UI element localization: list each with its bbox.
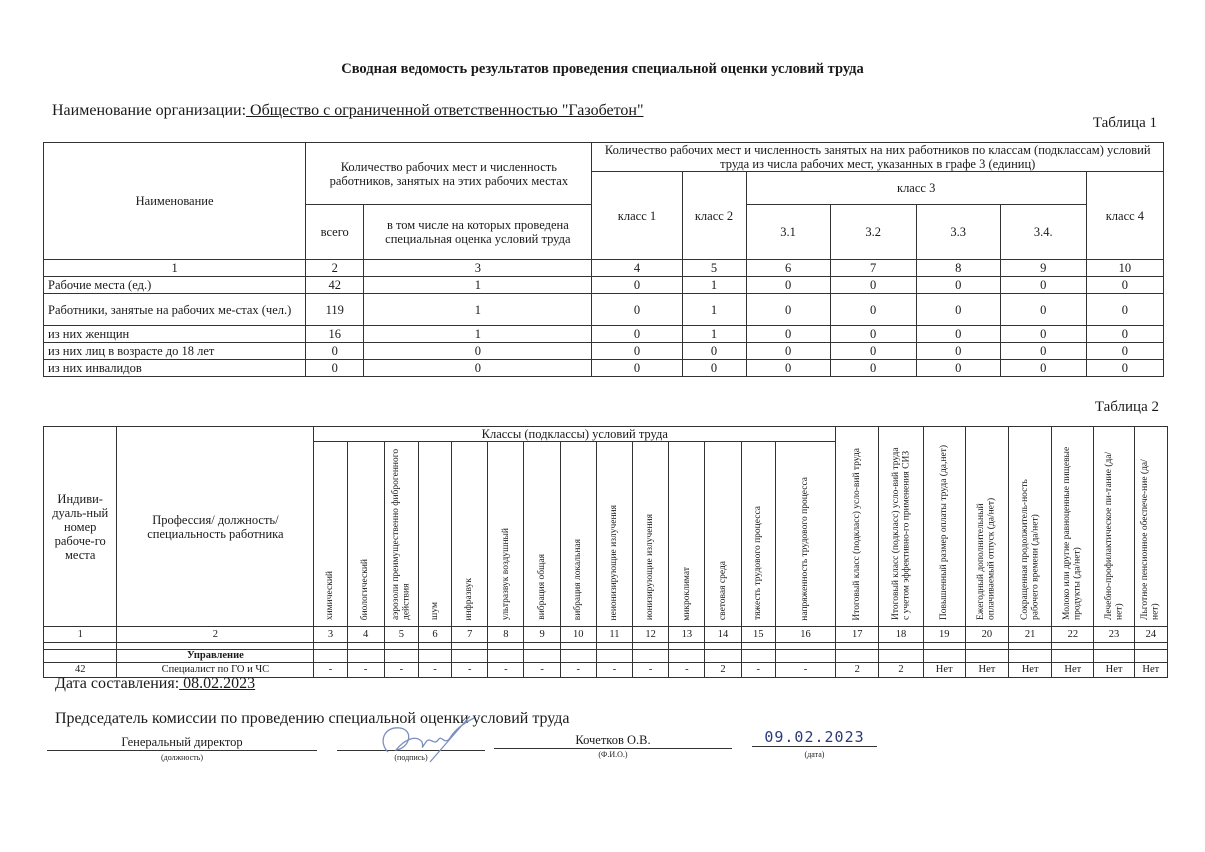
- cell: -: [347, 662, 384, 677]
- cell: -: [314, 662, 347, 677]
- workplace-id: 42: [44, 662, 117, 677]
- vertical-label: Итоговый класс (подкласс) усло-вий труда с учетом эффективно-го применения СИЗ: [890, 447, 911, 621]
- cell: 0: [1086, 294, 1163, 326]
- table-row: [44, 326, 1164, 343]
- date-label: Дата составления:: [55, 675, 180, 692]
- cell: -: [669, 662, 705, 677]
- caption-date: (дата): [804, 750, 825, 759]
- t1-colnum: 3: [364, 260, 592, 277]
- cell: 0: [592, 294, 682, 326]
- cell: Нет: [1134, 662, 1167, 677]
- t2-header-classes: Классы (подклассы) условий труда: [314, 427, 836, 442]
- t2-header-factor: [596, 442, 632, 627]
- t2-colnum: 7: [452, 627, 488, 643]
- cell: 0: [592, 360, 682, 377]
- cell: -: [384, 662, 418, 677]
- cell: -: [633, 662, 669, 677]
- cell: 0: [306, 343, 364, 360]
- t2-header-factor: [314, 442, 347, 627]
- t2-colnum: 10: [560, 627, 596, 643]
- vertical-label: вибрация общая: [536, 554, 547, 621]
- cell: 2: [879, 662, 923, 677]
- cell: 0: [830, 326, 916, 343]
- cell: -: [418, 662, 451, 677]
- t2-header-tail: [1134, 427, 1167, 627]
- section-title: Управление: [117, 650, 314, 663]
- vertical-label: инфразвук: [464, 577, 475, 621]
- cell: -: [524, 662, 560, 677]
- t1-colnum: 5: [682, 260, 746, 277]
- t1-header-class1: класс 1: [592, 172, 682, 260]
- t2-header-id: Индиви-дуаль-ный номер рабоче-го места: [44, 427, 117, 627]
- cell: 0: [1086, 360, 1163, 377]
- cell: 2: [836, 662, 879, 677]
- cell: 1: [364, 277, 592, 294]
- t2-header-factor: [488, 442, 524, 627]
- position-field: Генеральный директор: [47, 735, 317, 751]
- t2-colnum: 14: [705, 627, 741, 643]
- t1-column-numbers: [44, 260, 1164, 277]
- cell: 0: [1000, 360, 1086, 377]
- organization-line: [52, 102, 643, 120]
- t1-header-assessed: в том числе на которых проведена специальная оценка условий труда: [364, 205, 592, 260]
- cell: 0: [1000, 326, 1086, 343]
- t1-header-class4: класс 4: [1086, 172, 1163, 260]
- cell: 0: [916, 360, 1000, 377]
- t2-header-factor: [705, 442, 741, 627]
- cell: Нет: [1009, 662, 1052, 677]
- cell: -: [596, 662, 632, 677]
- t2-header-tail: [836, 427, 879, 627]
- t2-header-factor: [418, 442, 451, 627]
- cell: 0: [306, 360, 364, 377]
- vertical-label: Лечебно-профилактическое пи-тание (да/нет): [1103, 452, 1125, 621]
- t2-header-factor: [741, 442, 775, 627]
- cell: -: [452, 662, 488, 677]
- cell: 2: [705, 662, 741, 677]
- t2-header-tail: [923, 427, 965, 627]
- cell: 0: [830, 294, 916, 326]
- vertical-label: Льготное пенсионное обеспече-ние (да/нет): [1140, 459, 1161, 621]
- cell: -: [560, 662, 596, 677]
- cell: 0: [916, 343, 1000, 360]
- t2-header-factor: [452, 442, 488, 627]
- table1-label: Таблица 1: [1092, 115, 1157, 131]
- cell: 0: [1000, 343, 1086, 360]
- t2-header-factor: [633, 442, 669, 627]
- cell: Нет: [923, 662, 965, 677]
- t2-header-tail: [1009, 427, 1052, 627]
- cell: -: [741, 662, 775, 677]
- cell: 0: [592, 277, 682, 294]
- t1-colnum: 2: [306, 260, 364, 277]
- t1-colnum: 8: [916, 260, 1000, 277]
- cell: Нет: [1094, 662, 1134, 677]
- t2-colnum: 23: [1094, 627, 1134, 643]
- t2-colnum: 2: [117, 627, 314, 643]
- t2-colnum: 20: [965, 627, 1008, 643]
- vertical-label: Повышенный размер оплаты труда (да,нет): [938, 445, 949, 621]
- cell: 1: [682, 326, 746, 343]
- vertical-label: аэрозоли преимущественно фиброгенного действия: [390, 449, 412, 621]
- vertical-label: световая среда: [717, 561, 728, 621]
- table-row: [44, 294, 1164, 326]
- cell: 0: [364, 360, 592, 377]
- t1-header-total: всего: [306, 205, 364, 260]
- cell: 0: [1000, 277, 1086, 294]
- t1-header-name: Наименование: [44, 143, 306, 260]
- page-title: Сводная ведомость результатов проведения специальной оценки условий труда: [341, 61, 864, 77]
- t1-header-class3: класс 3: [746, 172, 1086, 205]
- vertical-label: ионизирующие излучения: [645, 514, 656, 621]
- vertical-label: микроклимат: [681, 566, 692, 621]
- cell: Нет: [965, 662, 1008, 677]
- cell: 0: [682, 343, 746, 360]
- cell: 0: [916, 294, 1000, 326]
- t2-colnum: 18: [879, 627, 923, 643]
- cell: 0: [746, 294, 830, 326]
- date-line: [55, 675, 255, 693]
- fio-field: Кочетков О.В.: [494, 733, 732, 749]
- vertical-label: биологический: [360, 559, 371, 621]
- workplace-table: [43, 426, 1168, 678]
- t2-colnum: 15: [741, 627, 775, 643]
- t2-header-factor: [560, 442, 596, 627]
- t1-header-classes: Количество рабочих мест и численность занятых на них работников по классам (подклассам) условий труда из числа рабочих мест, указанных в графе 3 (единиц): [592, 143, 1164, 172]
- t2-colnum: 5: [384, 627, 418, 643]
- t2-colnum: 11: [596, 627, 632, 643]
- row-label: из них женщин: [44, 326, 306, 343]
- cell: -: [488, 662, 524, 677]
- t1-colnum: 4: [592, 260, 682, 277]
- date-value: 08.02.2023: [179, 675, 256, 692]
- cell: 0: [364, 343, 592, 360]
- cell: 0: [746, 326, 830, 343]
- t1-header-sub-3-4: 3.4.: [1000, 205, 1086, 260]
- t1-colnum: 10: [1086, 260, 1163, 277]
- t2-colnum: 6: [418, 627, 451, 643]
- cell: 1: [682, 277, 746, 294]
- t2-header-tail: [965, 427, 1008, 627]
- cell: 0: [746, 343, 830, 360]
- vertical-label: напряженность трудового процесса: [800, 476, 811, 621]
- table-row: [44, 277, 1164, 294]
- cell: 16: [306, 326, 364, 343]
- t2-colnum: 24: [1134, 627, 1167, 643]
- t2-header-factor: [669, 442, 705, 627]
- table2-label: Таблица 2: [1094, 399, 1159, 415]
- t2-column-numbers: [44, 627, 1168, 643]
- t2-colnum: 22: [1052, 627, 1094, 643]
- caption-position: (должность): [161, 753, 203, 762]
- summary-table: [43, 142, 1164, 377]
- cell: 0: [1086, 343, 1163, 360]
- commission-title: Председатель комиссии по проведению специальной оценки условий труда: [55, 710, 570, 727]
- cell: 0: [746, 360, 830, 377]
- row-label: Рабочие места (ед.): [44, 277, 306, 294]
- caption-signature: (подпись): [394, 753, 428, 762]
- row-label: из них инвалидов: [44, 360, 306, 377]
- cell: 0: [746, 277, 830, 294]
- t1-colnum: 7: [830, 260, 916, 277]
- vertical-label: Ежегодный дополнительный оплачиваемый отпуск (да/нет): [976, 498, 997, 621]
- vertical-label: Молоко или другие равноценные пищевые продукты (да/нет): [1062, 447, 1083, 621]
- cell: -: [775, 662, 835, 677]
- organization-name: Общество с ограниченной ответственностью "Газобетон": [246, 102, 644, 119]
- t2-colnum: 19: [923, 627, 965, 643]
- t2-header-factor: [775, 442, 835, 627]
- vertical-label: Итоговый класс (подкласс) усло-вий труда: [852, 447, 863, 621]
- table-row: [44, 360, 1164, 377]
- vertical-label: вибрация локальная: [573, 538, 584, 621]
- vertical-label: шум: [429, 602, 440, 621]
- t2-colnum: 21: [1009, 627, 1052, 643]
- vertical-label: Сокращенная продолжитель-ность рабочего времени (да/нет): [1019, 479, 1041, 621]
- t1-colnum: 6: [746, 260, 830, 277]
- t2-colnum: 17: [836, 627, 879, 643]
- t2-colnum: 16: [775, 627, 835, 643]
- t1-header-class2: класс 2: [682, 172, 746, 260]
- cell: 0: [830, 343, 916, 360]
- vertical-label: ультразвук воздушный: [500, 528, 511, 621]
- cell: 0: [1086, 277, 1163, 294]
- t1-header-sub-3-1: 3.1: [746, 205, 830, 260]
- cell: 119: [306, 294, 364, 326]
- t2-colnum: 4: [347, 627, 384, 643]
- row-label: Работники, занятые на рабочих ме-стах (чел.): [44, 294, 306, 326]
- cell: 0: [682, 360, 746, 377]
- t2-header-tail: [1052, 427, 1094, 627]
- caption-fio: (Ф.И.О.): [598, 750, 628, 759]
- t2-colnum: 12: [633, 627, 669, 643]
- t2-colnum: 9: [524, 627, 560, 643]
- table-row: [44, 343, 1164, 360]
- cell: 0: [1086, 326, 1163, 343]
- t2-header-tail: [879, 427, 923, 627]
- organization-label: Наименование организации:: [52, 102, 247, 119]
- vertical-label: тяжесть трудового процесса: [752, 506, 763, 621]
- t1-header-sub-3-2: 3.2: [830, 205, 916, 260]
- t2-colnum: 1: [44, 627, 117, 643]
- t1-colnum: 1: [44, 260, 306, 277]
- t1-header-sub-3-3: 3.3: [916, 205, 1000, 260]
- t1-header-count: Количество рабочих мест и численность работников, занятых на этих рабочих местах: [306, 143, 592, 205]
- t2-header-factor: [384, 442, 418, 627]
- cell: 0: [592, 343, 682, 360]
- vertical-label: химический: [325, 571, 336, 621]
- cell: 0: [830, 360, 916, 377]
- cell: Нет: [1052, 662, 1094, 677]
- t2-header-factor: [524, 442, 560, 627]
- cell: 0: [916, 326, 1000, 343]
- t2-colnum: 8: [488, 627, 524, 643]
- cell: 0: [1000, 294, 1086, 326]
- cell: 1: [682, 294, 746, 326]
- cell: 0: [830, 277, 916, 294]
- cell: 1: [364, 294, 592, 326]
- t1-colnum: 9: [1000, 260, 1086, 277]
- cell: 1: [364, 326, 592, 343]
- t2-header-tail: [1094, 427, 1134, 627]
- t2-header-factor: [347, 442, 384, 627]
- cell: 0: [592, 326, 682, 343]
- cell: 42: [306, 277, 364, 294]
- t2-colnum: 3: [314, 627, 347, 643]
- cell: 0: [916, 277, 1000, 294]
- vertical-label: неионизирующие излучения: [609, 504, 620, 621]
- t2-colnum: 13: [669, 627, 705, 643]
- profession: Специалист по ГО и ЧС: [117, 662, 314, 677]
- row-label: из них лиц в возрасте до 18 лет: [44, 343, 306, 360]
- handwritten-date: 09.02.2023: [752, 728, 877, 747]
- t2-header-profession: Профессия/ должность/ специальность работника: [117, 427, 314, 627]
